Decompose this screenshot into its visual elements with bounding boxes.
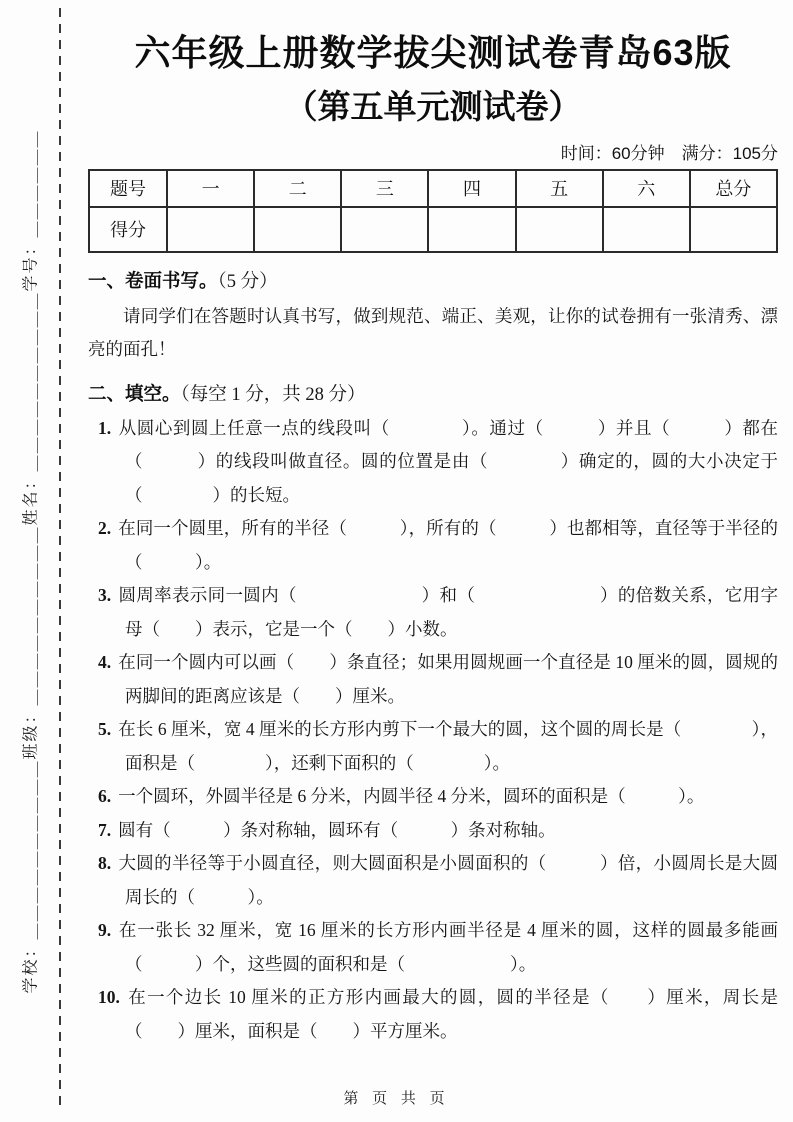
question-item	[88, 981, 778, 1048]
score-cell	[254, 207, 341, 252]
seal-dashed-line	[59, 8, 61, 1108]
question-item	[88, 780, 778, 814]
score-cell	[167, 207, 254, 252]
score-table-score-row	[89, 207, 777, 252]
question-item	[88, 847, 778, 914]
score-cell	[690, 207, 777, 252]
section-1-points: （5 分）	[217, 271, 278, 292]
score-header-cell: 题号	[89, 170, 167, 207]
score-table	[88, 169, 778, 253]
question-item	[88, 814, 778, 848]
question-text: 圆有（ ）条对称轴，圆环有（ ）条对称轴。	[118, 819, 556, 840]
score-cell	[603, 207, 690, 252]
section-2-title: 二、填空。	[88, 382, 181, 404]
question-number: 5.	[98, 719, 112, 740]
question-number: 8.	[98, 853, 112, 874]
page-footer: 第 页 共 页	[343, 1091, 450, 1107]
section-1-heading	[88, 268, 778, 295]
seal-student-info-labels: 学校：＿＿＿＿＿＿＿＿＿＿班级：＿＿＿＿＿＿＿＿＿＿姓名：＿＿＿＿＿＿＿＿＿＿学号：＿＿＿＿＿＿	[22, 128, 40, 994]
question-text: 在一个边长 10 厘米的正方形内画最大的圆，圆的半径是（ ）厘米，周长是（ ）厘米，面积是（ ）平方厘米。	[125, 987, 778, 1041]
question-text: 一个圆环，外圆半径是 6 分米，内圆半径 4 分米，圆环的面积是（ ）。	[118, 786, 705, 807]
question-item	[88, 579, 778, 646]
question-text: 从圆心到圆上任意一点的线段叫（ ）。通过（ ）并且（ ）都在（ ）的线段叫做直径。圆的位置是由（ ）确定的，圆的大小决定于（ ）的长短。	[118, 417, 778, 505]
page-subtitle: （第五单元测试卷）	[284, 88, 582, 125]
question-item	[88, 646, 778, 713]
score-header-cell: 四	[428, 170, 515, 207]
test-paper	[88, 30, 778, 1048]
question-text: 在同一个圆里，所有的半径（ ），所有的（ ）也都相等，直径等于半径的（ ）。	[118, 518, 778, 572]
question-number: 6.	[98, 786, 112, 807]
question-text: 在同一个圆内可以画（ ）条直径；如果用圆规画一个直径是 10 厘米的圆，圆规的两脚间的距离应该是（ ）厘米。	[118, 652, 778, 706]
score-row-label: 得分	[89, 207, 167, 252]
score-header-cell: 一	[167, 170, 254, 207]
section-2-heading	[88, 381, 778, 408]
question-number: 10.	[98, 987, 120, 1008]
score-header-cell: 总分	[690, 170, 777, 207]
question-text: 圆周率表示同一圆内（ ）和（ ）的倍数关系，它用字母（ ）表示，它是一个（ ）小数。	[118, 585, 778, 639]
question-text: 在一张长 32 厘米，宽 16 厘米的长方形内画半径是 4 厘米的圆，这样的圆最多能画（ ）个，这些圆的面积和是（ ）。	[118, 920, 778, 974]
section-1-title: 一、卷面书写。	[88, 269, 218, 291]
question-number: 7.	[98, 819, 112, 840]
question-number: 9.	[98, 920, 112, 941]
fill-in-blank-questions	[88, 412, 778, 1049]
question-text: 大圆的半径等于小圆直径，则大圆面积是小圆面积的（ ）倍，小圆周长是大圆周长的（ ）。	[118, 853, 778, 907]
score-header-cell: 三	[341, 170, 428, 207]
question-number: 1.	[98, 417, 112, 438]
score-header-cell: 二	[254, 170, 341, 207]
score-cell	[341, 207, 428, 252]
score-header-cell: 六	[603, 170, 690, 207]
question-text: 在长 6 厘米，宽 4 厘米的长方形内剪下一个最大的圆，这个圆的周长是（ ），面积是（ ），还剩下面积的（ ）。	[118, 719, 778, 773]
seal-margin	[0, 0, 58, 1122]
score-table-header-row	[89, 170, 777, 207]
question-number: 3.	[98, 585, 112, 606]
question-item	[88, 713, 778, 780]
writing-instruction: 请同学们在答题时认真书写，做到规范、端正、美观，让你的试卷拥有一张清秀、漂亮的面孔！	[88, 305, 778, 359]
question-number: 4.	[98, 652, 112, 673]
exam-meta: 时间：60分钟 满分：105分	[560, 143, 778, 163]
score-header-cell: 五	[516, 170, 603, 207]
question-item	[88, 412, 778, 513]
section-2-points: （每空 1 分，共 28 分）	[180, 384, 366, 405]
question-item	[88, 914, 778, 981]
question-item	[88, 512, 778, 579]
page-title: 六年级上册数学拔尖测试卷青岛63版	[134, 32, 732, 73]
score-cell	[516, 207, 603, 252]
score-cell	[428, 207, 515, 252]
question-number: 2.	[98, 518, 112, 539]
